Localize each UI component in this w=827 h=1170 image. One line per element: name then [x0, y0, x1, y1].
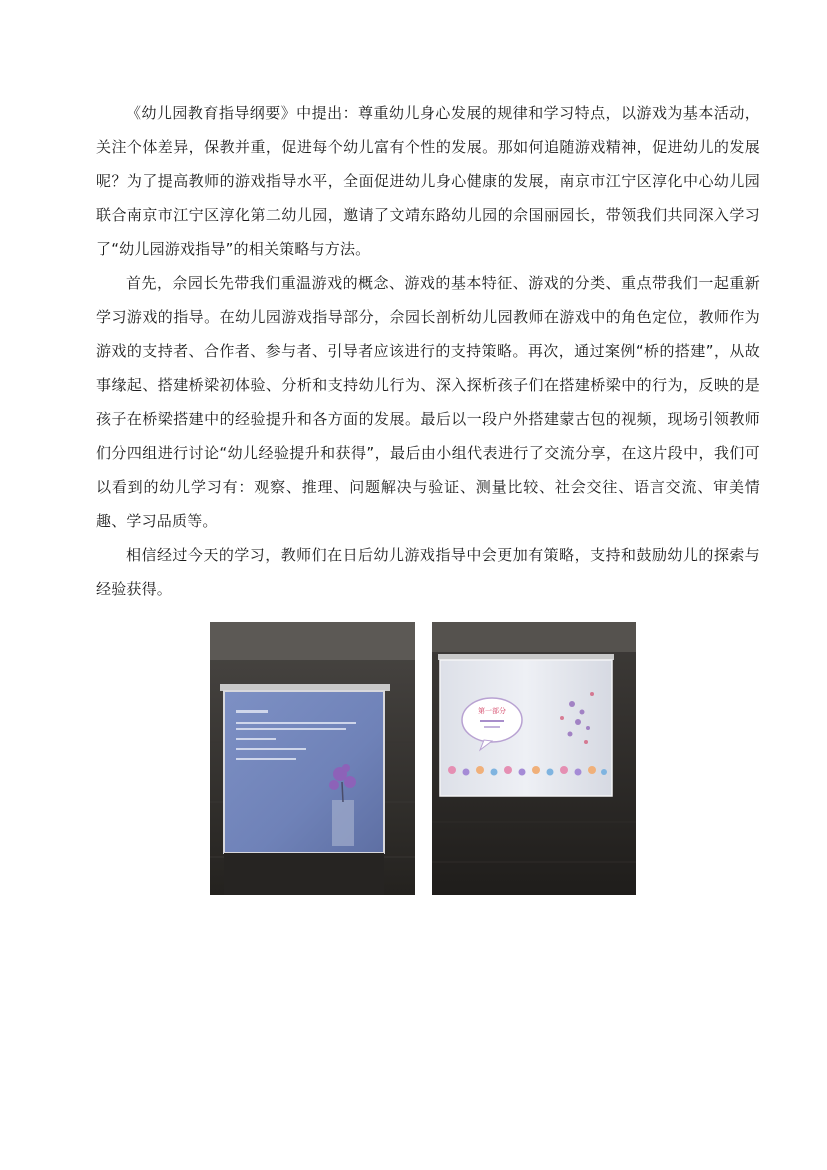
photo-title-slide	[432, 622, 636, 895]
title-slide-photo-illustration	[432, 622, 636, 895]
article-body	[96, 96, 760, 606]
paragraph-process: 首先，佘园长先带我们重温游戏的概念、游戏的基本特征、游戏的分类、重点带我们一起重新学习游戏的指导。在幼儿园游戏指导部分，佘园长剖析幼儿园教师在游戏中的角色定位，教师作为游戏的支持者、合作者、参与者、引导者应该进行的支持策略。再次，通过案例“桥的搭建”，从故事缘起、搭建桥梁初体验、分析和支持幼儿行为、深入探析孩子们在搭建桥梁中的行为，反映的是孩子在桥梁搭建中的经验提升和各方面的发展。最后以一段户外搭建蒙古包的视频，现场引领教师们分四组进行讨论“幼儿经验提升和获得”，最后由小组代表进行了交流分享，在这片段中，我们可以看到的幼儿学习有：观察、推理、问题解决与验证、测量比较、社会交往、语言交流、审美情趣、学习品质等。	[96, 274, 760, 530]
paragraph-intro: 《幼儿园教育指导纲要》中提出：尊重幼儿身心发展的规律和学习特点，以游戏为基本活动，关注个体差异，保教并重，促进每个幼儿富有个性的发展。那如何追随游戏精神，促进幼儿的发展呢？为了提高教师的游戏指导水平，全面促进幼儿身心健康的发展，南京市江宁区淳化中心幼儿园联合南京市江宁区淳化第二幼儿园，邀请了文靖东路幼儿园的佘国丽园长，带领我们共同深入学习了“幼儿园游戏指导”的相关策略与方法。	[96, 104, 760, 258]
slide-title-text: 第一部分	[478, 707, 506, 715]
lecture-photo-illustration	[210, 622, 415, 895]
paragraph-conclusion: 相信经过今天的学习，教师们在日后幼儿游戏指导中会更加有策略，支持和鼓励幼儿的探索与经验获得。	[96, 546, 760, 598]
photo-lecture-slide	[210, 622, 415, 895]
photo-row	[210, 622, 636, 895]
